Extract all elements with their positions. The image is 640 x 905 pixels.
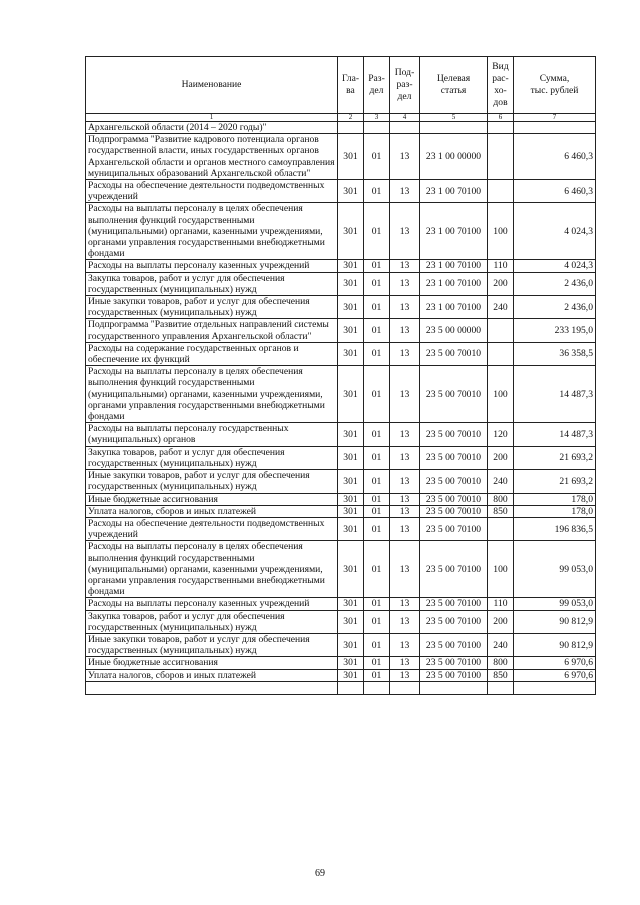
row-podrazdel-cell: 13 xyxy=(390,505,420,517)
row-vid-cell xyxy=(488,342,514,365)
table-row xyxy=(86,470,596,493)
column-number: 3 xyxy=(364,114,390,122)
table-row xyxy=(86,122,596,134)
row-celevaya-cell: 23 5 00 70100 xyxy=(420,669,488,681)
empty-cell xyxy=(488,681,514,694)
row-summa-cell: 4 024,3 xyxy=(514,260,596,272)
row-name-cell: Подпрограмма "Развитие отдельных направлений системы государственного управления Архангельской области" xyxy=(86,319,338,342)
row-summa-cell: 6 970,6 xyxy=(514,669,596,681)
row-podrazdel-cell: 13 xyxy=(390,610,420,633)
row-celevaya-cell: 23 1 00 70100 xyxy=(420,260,488,272)
row-name-cell: Уплата налогов, сборов и иных платежей xyxy=(86,505,338,517)
row-celevaya-cell: 23 1 00 70100 xyxy=(420,180,488,203)
row-razdel-cell: 01 xyxy=(364,423,390,446)
row-glava-cell: 301 xyxy=(338,319,364,342)
header-summa-text: Сумма, тыс. рублей xyxy=(530,73,579,96)
row-celevaya-cell: 23 5 00 70100 xyxy=(420,541,488,598)
table-row xyxy=(86,134,596,180)
row-celevaya-cell: 23 1 00 70100 xyxy=(420,203,488,260)
row-vid-cell xyxy=(488,134,514,180)
row-razdel-cell: 01 xyxy=(364,470,390,493)
header-podrazdel-text: Под- раз- дел xyxy=(394,67,415,102)
row-glava-cell: 301 xyxy=(338,493,364,505)
row-razdel-cell: 01 xyxy=(364,180,390,203)
row-glava-cell: 301 xyxy=(338,423,364,446)
table-row xyxy=(86,272,596,295)
table-row xyxy=(86,610,596,633)
row-celevaya-cell: 23 5 00 70010 xyxy=(420,342,488,365)
row-summa-cell: 6 460,3 xyxy=(514,180,596,203)
row-podrazdel-cell: 13 xyxy=(390,180,420,203)
row-name-cell: Иные закупки товаров, работ и услуг для обеспечения государственных (муниципальных) нужд xyxy=(86,296,338,319)
row-celevaya-cell: 23 5 00 70100 xyxy=(420,517,488,540)
row-razdel-cell: 01 xyxy=(364,272,390,295)
row-name-cell: Закупка товаров, работ и услуг для обеспечения государственных (муниципальных) нужд xyxy=(86,446,338,469)
table-row xyxy=(86,669,596,681)
row-podrazdel-cell: 13 xyxy=(390,470,420,493)
column-number-row xyxy=(86,114,596,122)
row-podrazdel-cell: 13 xyxy=(390,319,420,342)
column-number: 5 xyxy=(420,114,488,122)
row-razdel-cell: 01 xyxy=(364,260,390,272)
header-celevaya-text: Целевая статья xyxy=(436,73,471,96)
row-celevaya-cell: 23 5 00 70100 xyxy=(420,633,488,656)
row-glava-cell: 301 xyxy=(338,446,364,469)
row-vid-cell: 200 xyxy=(488,446,514,469)
row-celevaya-cell xyxy=(420,122,488,134)
row-razdel-cell: 01 xyxy=(364,342,390,365)
table-row xyxy=(86,493,596,505)
table-row xyxy=(86,633,596,656)
row-razdel-cell: 01 xyxy=(364,505,390,517)
row-vid-cell: 240 xyxy=(488,296,514,319)
row-podrazdel-cell: 13 xyxy=(390,423,420,446)
row-name-cell: Архангельской области (2014 – 2020 годы)" xyxy=(86,122,338,134)
header-vid-text: Вид рас- хо- дов xyxy=(492,61,509,108)
row-glava-cell: 301 xyxy=(338,505,364,517)
row-summa-cell: 2 436,0 xyxy=(514,272,596,295)
table-row xyxy=(86,366,596,423)
row-celevaya-cell: 23 5 00 70010 xyxy=(420,470,488,493)
row-glava-cell: 301 xyxy=(338,470,364,493)
row-vid-cell: 240 xyxy=(488,470,514,493)
table-header-row xyxy=(86,57,596,114)
table-row-empty xyxy=(86,681,596,694)
row-summa-cell: 178,0 xyxy=(514,505,596,517)
column-number: 7 xyxy=(514,114,596,122)
row-summa-cell: 4 024,3 xyxy=(514,203,596,260)
row-razdel-cell: 01 xyxy=(364,366,390,423)
row-summa-cell: 196 836,5 xyxy=(514,517,596,540)
row-razdel-cell: 01 xyxy=(364,633,390,656)
table-row xyxy=(86,296,596,319)
row-vid-cell: 850 xyxy=(488,669,514,681)
table-row xyxy=(86,517,596,540)
document-page xyxy=(85,56,595,695)
row-razdel-cell: 01 xyxy=(364,446,390,469)
row-podrazdel-cell: 13 xyxy=(390,669,420,681)
row-vid-cell: 120 xyxy=(488,423,514,446)
table-row xyxy=(86,423,596,446)
empty-cell xyxy=(338,681,364,694)
row-podrazdel-cell: 13 xyxy=(390,598,420,610)
column-number: 2 xyxy=(338,114,364,122)
table-row xyxy=(86,260,596,272)
row-podrazdel-cell: 13 xyxy=(390,541,420,598)
row-podrazdel-cell: 13 xyxy=(390,260,420,272)
row-name-cell: Расходы на выплаты персоналу в целях обеспечения выполнения функций государственными (муниципальными) органами, казенными учреждениями, органами управления государственными внебюджетными фондами xyxy=(86,541,338,598)
header-vid xyxy=(488,57,514,114)
row-vid-cell: 100 xyxy=(488,203,514,260)
row-summa-cell: 2 436,0 xyxy=(514,296,596,319)
row-name-cell: Закупка товаров, работ и услуг для обеспечения государственных (муниципальных) нужд xyxy=(86,272,338,295)
row-summa-cell: 21 693,2 xyxy=(514,470,596,493)
header-razdel-text: Раз- дел xyxy=(368,73,385,96)
row-celevaya-cell: 23 5 00 70010 xyxy=(420,423,488,446)
column-number: 4 xyxy=(390,114,420,122)
row-name-cell: Расходы на обеспечение деятельности подведомственных учреждений xyxy=(86,517,338,540)
row-celevaya-cell: 23 5 00 70100 xyxy=(420,610,488,633)
row-summa-cell: 36 358,5 xyxy=(514,342,596,365)
row-razdel-cell: 01 xyxy=(364,493,390,505)
row-glava-cell: 301 xyxy=(338,517,364,540)
row-name-cell: Иные закупки товаров, работ и услуг для обеспечения государственных (муниципальных) нужд xyxy=(86,470,338,493)
table-row xyxy=(86,446,596,469)
header-podrazdel xyxy=(390,57,420,114)
row-podrazdel-cell: 13 xyxy=(390,203,420,260)
row-razdel-cell: 01 xyxy=(364,669,390,681)
row-glava-cell: 301 xyxy=(338,657,364,669)
empty-cell xyxy=(390,681,420,694)
row-vid-cell: 100 xyxy=(488,366,514,423)
row-summa-cell: 233 195,0 xyxy=(514,319,596,342)
row-name-cell: Расходы на содержание государственных органов и обеспечение их функций xyxy=(86,342,338,365)
row-name-cell: Расходы на выплаты персоналу казенных учреждений xyxy=(86,598,338,610)
table-body xyxy=(86,122,596,695)
row-razdel-cell: 01 xyxy=(364,517,390,540)
row-razdel-cell xyxy=(364,122,390,134)
row-vid-cell: 800 xyxy=(488,657,514,669)
row-razdel-cell: 01 xyxy=(364,203,390,260)
table-row xyxy=(86,319,596,342)
row-summa-cell: 99 053,0 xyxy=(514,598,596,610)
row-glava-cell: 301 xyxy=(338,260,364,272)
row-vid-cell: 200 xyxy=(488,610,514,633)
row-celevaya-cell: 23 5 00 70010 xyxy=(420,493,488,505)
row-podrazdel-cell: 13 xyxy=(390,134,420,180)
row-podrazdel-cell: 13 xyxy=(390,366,420,423)
row-summa-cell: 178,0 xyxy=(514,493,596,505)
table-row xyxy=(86,657,596,669)
column-number: 1 xyxy=(86,114,338,122)
header-glava-text: Гла- ва xyxy=(341,73,360,96)
row-podrazdel-cell: 13 xyxy=(390,517,420,540)
row-name-cell: Расходы на выплаты персоналу в целях обеспечения выполнения функций государственными (муниципальными) органами, казенными учреждениями, органами управления государственными внебюджетными фондами xyxy=(86,203,338,260)
row-celevaya-cell: 23 1 00 70100 xyxy=(420,296,488,319)
row-celevaya-cell: 23 1 00 70100 xyxy=(420,272,488,295)
empty-cell xyxy=(420,681,488,694)
table-row xyxy=(86,180,596,203)
row-celevaya-cell: 23 1 00 00000 xyxy=(420,134,488,180)
row-name-cell: Уплата налогов, сборов и иных платежей xyxy=(86,669,338,681)
row-summa-cell: 99 053,0 xyxy=(514,541,596,598)
table-row xyxy=(86,541,596,598)
row-summa-cell: 14 487,3 xyxy=(514,366,596,423)
table-row xyxy=(86,505,596,517)
row-razdel-cell: 01 xyxy=(364,296,390,319)
row-glava-cell: 301 xyxy=(338,180,364,203)
row-celevaya-cell: 23 5 00 70010 xyxy=(420,366,488,423)
row-glava-cell: 301 xyxy=(338,669,364,681)
row-vid-cell xyxy=(488,517,514,540)
row-summa-cell: 90 812,9 xyxy=(514,610,596,633)
row-podrazdel-cell: 13 xyxy=(390,657,420,669)
row-podrazdel-cell: 13 xyxy=(390,296,420,319)
row-name-cell: Расходы на выплаты персоналу казенных учреждений xyxy=(86,260,338,272)
row-podrazdel-cell: 13 xyxy=(390,493,420,505)
row-glava-cell: 301 xyxy=(338,610,364,633)
table-row xyxy=(86,203,596,260)
row-glava-cell: 301 xyxy=(338,342,364,365)
row-vid-cell: 240 xyxy=(488,633,514,656)
empty-cell xyxy=(86,681,338,694)
row-razdel-cell: 01 xyxy=(364,319,390,342)
row-name-cell: Расходы на выплаты персоналу государственных (муниципальных) органов xyxy=(86,423,338,446)
header-celevaya xyxy=(420,57,488,114)
row-vid-cell: 200 xyxy=(488,272,514,295)
page-number: 69 xyxy=(315,868,325,879)
row-name-cell: Подпрограмма "Развитие кадрового потенциала органов государственной власти, иных государственных органов Архангельской области и органов местного самоуправления муниципальных образований Архангельской области" xyxy=(86,134,338,180)
row-podrazdel-cell xyxy=(390,122,420,134)
row-glava-cell: 301 xyxy=(338,633,364,656)
row-vid-cell xyxy=(488,122,514,134)
row-vid-cell: 110 xyxy=(488,598,514,610)
row-razdel-cell: 01 xyxy=(364,657,390,669)
row-celevaya-cell: 23 5 00 70010 xyxy=(420,505,488,517)
row-summa-cell: 6 460,3 xyxy=(514,134,596,180)
empty-cell xyxy=(514,681,596,694)
row-vid-cell: 850 xyxy=(488,505,514,517)
column-number: 6 xyxy=(488,114,514,122)
row-glava-cell: 301 xyxy=(338,203,364,260)
header-summa xyxy=(514,57,596,114)
row-name-cell: Расходы на выплаты персоналу в целях обеспечения выполнения функций государственными (муниципальными) органами, казенными учреждениями, органами управления государственными внебюджетными фондами xyxy=(86,366,338,423)
table-row xyxy=(86,342,596,365)
budget-table xyxy=(85,56,596,695)
row-celevaya-cell: 23 5 00 70100 xyxy=(420,598,488,610)
row-glava-cell: 301 xyxy=(338,296,364,319)
row-glava-cell: 301 xyxy=(338,541,364,598)
row-podrazdel-cell: 13 xyxy=(390,633,420,656)
row-podrazdel-cell: 13 xyxy=(390,272,420,295)
row-glava-cell: 301 xyxy=(338,134,364,180)
row-razdel-cell: 01 xyxy=(364,610,390,633)
row-podrazdel-cell: 13 xyxy=(390,446,420,469)
row-glava-cell xyxy=(338,122,364,134)
row-summa-cell: 6 970,6 xyxy=(514,657,596,669)
row-name-cell: Иные бюджетные ассигнования xyxy=(86,493,338,505)
row-name-cell: Закупка товаров, работ и услуг для обеспечения государственных (муниципальных) нужд xyxy=(86,610,338,633)
row-razdel-cell: 01 xyxy=(364,598,390,610)
row-name-cell: Иные бюджетные ассигнования xyxy=(86,657,338,669)
empty-cell xyxy=(364,681,390,694)
row-razdel-cell: 01 xyxy=(364,134,390,180)
header-glava xyxy=(338,57,364,114)
row-summa-cell: 90 812,9 xyxy=(514,633,596,656)
row-vid-cell: 110 xyxy=(488,260,514,272)
row-vid-cell xyxy=(488,180,514,203)
row-razdel-cell: 01 xyxy=(364,541,390,598)
row-vid-cell: 100 xyxy=(488,541,514,598)
row-summa-cell: 21 693,2 xyxy=(514,446,596,469)
row-glava-cell: 301 xyxy=(338,272,364,295)
row-celevaya-cell: 23 5 00 70100 xyxy=(420,657,488,669)
row-summa-cell xyxy=(514,122,596,134)
row-podrazdel-cell: 13 xyxy=(390,342,420,365)
row-name-cell: Расходы на обеспечение деятельности подведомственных учреждений xyxy=(86,180,338,203)
header-name: Наименование xyxy=(86,57,338,114)
row-name-cell: Иные закупки товаров, работ и услуг для обеспечения государственных (муниципальных) нужд xyxy=(86,633,338,656)
header-razdel xyxy=(364,57,390,114)
row-summa-cell: 14 487,3 xyxy=(514,423,596,446)
row-celevaya-cell: 23 5 00 00000 xyxy=(420,319,488,342)
row-glava-cell: 301 xyxy=(338,598,364,610)
row-glava-cell: 301 xyxy=(338,366,364,423)
table-row xyxy=(86,598,596,610)
row-vid-cell: 800 xyxy=(488,493,514,505)
row-celevaya-cell: 23 5 00 70010 xyxy=(420,446,488,469)
row-vid-cell xyxy=(488,319,514,342)
